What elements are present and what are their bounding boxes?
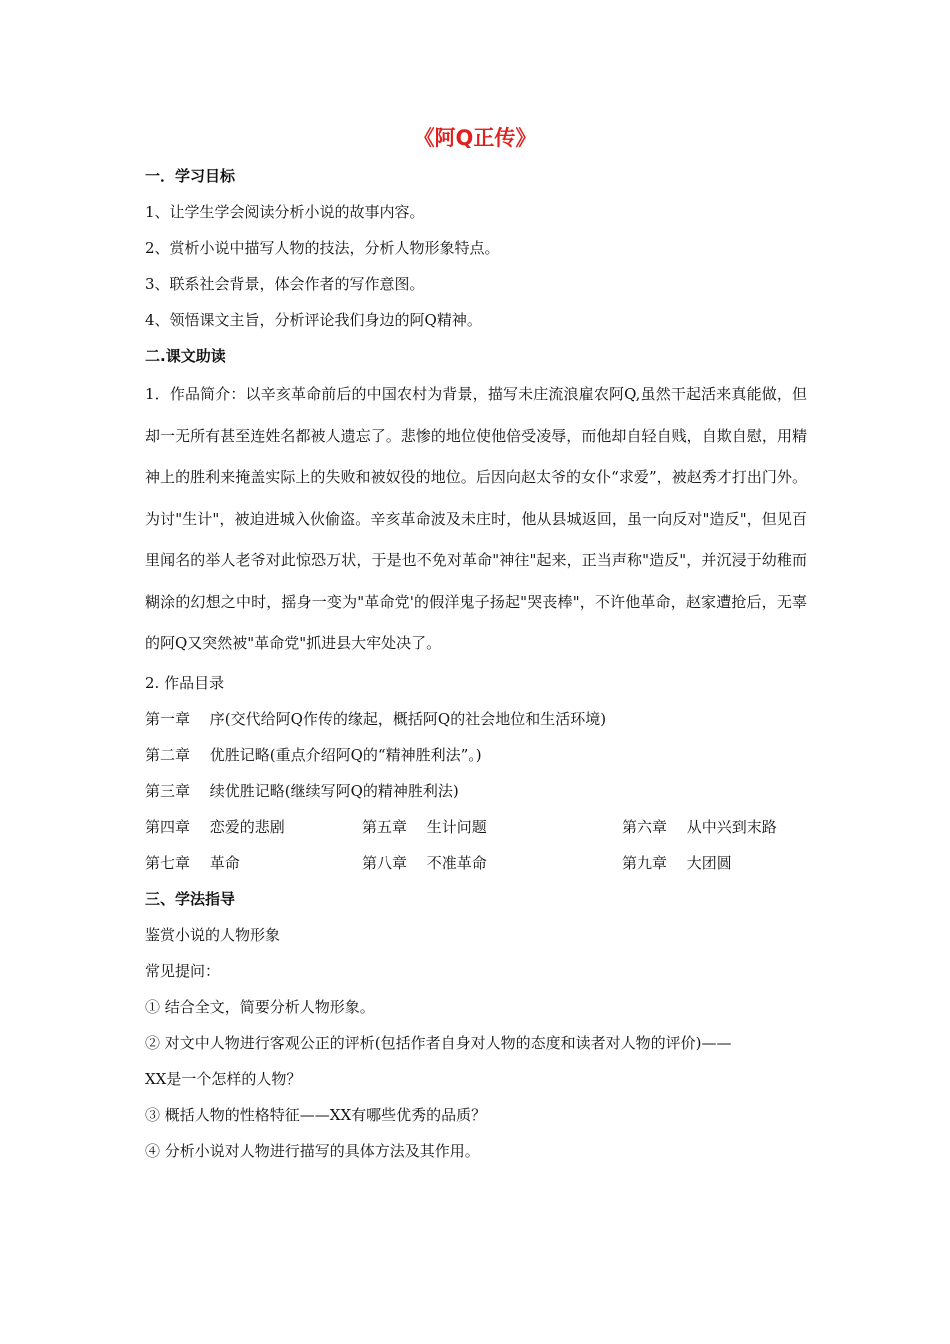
toc-item: 第八章 不准革命 bbox=[362, 853, 487, 872]
method-line: ② 对文中人物进行客观公正的评析(包括作者自身对人物的态度和读者对人物的评价)—— bbox=[145, 1033, 732, 1052]
toc-item: 第二章 优胜记略(重点介绍阿Q的“精神胜利法”。) bbox=[145, 745, 482, 764]
method-line: 常见提问： bbox=[145, 961, 221, 980]
toc-item: 第五章 生计问题 bbox=[362, 817, 487, 836]
toc-item: 第四章 恋爱的悲剧 bbox=[145, 817, 285, 836]
method-line: ① 结合全文，简要分析人物形象。 bbox=[145, 997, 375, 1016]
toc-item: 第七章 革命 bbox=[145, 853, 240, 872]
toc-row bbox=[145, 845, 807, 881]
toc-item: 第九章 大团圆 bbox=[622, 853, 732, 872]
toc-row bbox=[145, 809, 807, 845]
goal-item: 3、联系社会背景，体会作者的写作意图。 bbox=[145, 275, 425, 293]
document-title: 《阿Q正传》 bbox=[413, 126, 537, 150]
method-line: ③ 概括人物的性格特征——XX有哪些优秀的品质？ bbox=[145, 1105, 487, 1124]
method-line: ④ 分析小说对人物进行描写的具体方法及其作用。 bbox=[145, 1141, 480, 1160]
goal-item: 1、让学生学会阅读分析小说的故事内容。 bbox=[145, 203, 425, 221]
section-heading-goals: 一．学习目标 bbox=[145, 167, 236, 185]
section-heading-reading-aid: 二.课文助读 bbox=[145, 347, 226, 365]
toc-heading: 2. 作品目录 bbox=[145, 673, 225, 692]
goal-item: 4、领悟课文主旨，分析评论我们身边的阿Q精神。 bbox=[145, 311, 482, 329]
document-body bbox=[145, 158, 807, 1169]
work-introduction: 1．作品简介：以辛亥革命前后的中国农村为背景，描写未庄流浪雇农阿Q,虽然干起活来真能做，但却一无所有甚至连姓名都被人遗忘了。悲惨的地位使他倍受凌辱，而他却自轻自贱，自欺自慰，用精神上的胜利来掩盖实际上的失败和被奴役的地位。后因向赵太爷的女仆“求爱”，被赵秀才打出门外。为讨"生计"，被迫进城入伙偷盗。辛亥革命波及未庄时，他从县城返回，虽一向反对"造反"，但见百里闻名的举人老爷对此惊恐万状，于是也不免对革命"神往"起来，正当声称"造反"，并沉浸于幼稚而糊涂的幻想之中时，摇身一变为"革命党'的假洋鬼子扬起"哭丧棒"，不许他革命，赵家遭抢后，无辜的阿Q又突然被"革命党"抓进县大牢处决了。 bbox=[145, 385, 807, 652]
toc-item: 第六章 从中兴到末路 bbox=[622, 817, 777, 836]
toc-item: 第三章 续优胜记略(继续写阿Q的精神胜利法) bbox=[145, 781, 459, 800]
toc-item: 第一章 序(交代给阿Q作传的缘起，概括阿Q的社会地位和生活环境) bbox=[145, 709, 607, 728]
section-heading-method: 三、学法指导 bbox=[145, 889, 236, 908]
method-line: 鉴赏小说的人物形象 bbox=[145, 925, 281, 944]
goal-item: 2、赏析小说中描写人物的技法，分析人物形象特点。 bbox=[145, 239, 500, 257]
method-line: XX是一个怎样的人物？ bbox=[145, 1069, 302, 1088]
